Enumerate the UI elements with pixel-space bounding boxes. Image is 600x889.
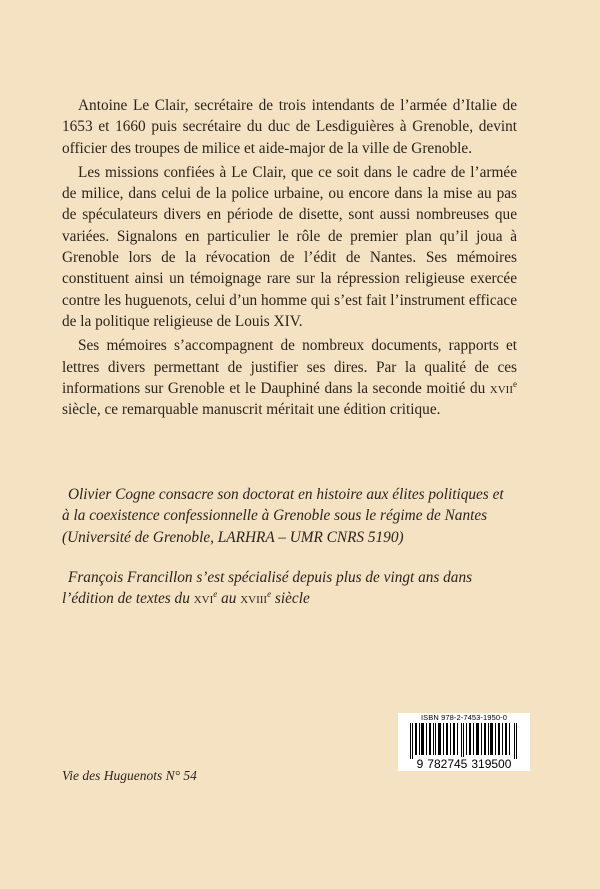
paragraph-1: Antoine Le Clair, secrétaire de trois intendants de l’armée d’Italie de 1653 et 1660 puis secrétaire du duc de Lesdiguières à Grenoble, devint officier des troupes de milice et aide-major de la ville de Grenoble. — [62, 97, 517, 157]
ean-right-group: 319500 — [471, 757, 512, 771]
blurb — [62, 95, 517, 423]
ean-first-digit: 9 — [416, 757, 424, 771]
ean-digits — [398, 757, 530, 771]
ean-left-group: 782745 — [427, 757, 468, 771]
bio-francois-francillon: François Francillon s’est spécialisé depuis plus de vingt ans dans l’édition de textes du xvi$^e$ au xviii$^e$ siècle — [62, 568, 473, 608]
author-bios — [62, 484, 514, 628]
isbn-text: ISBN 978-2-7453-1950-0 — [420, 713, 507, 722]
paragraph-3: Ses mémoires s’accompagnent de nombreux documents, rapports et lettres divers permettant de justifier ses dires. Par la qualité de ces informations sur Grenoble et le Dauphiné dans la seconde moitié du xvii$^e$ siècle, ce remarquable manuscrit méritait une édition critique. — [62, 337, 517, 419]
bio-olivier-cogne: Olivier Cogne consacre son doctorat en histoire aux élites politiques et à la coexistence confessionnelle à Grenoble sous le régime de Nantes (Université de Grenoble, LARHRA – UMR CNRS 5190) — [62, 486, 504, 546]
barcode-icon — [408, 723, 520, 759]
series-label: Vie des Huguenots N° 54 — [62, 768, 197, 783]
isbn-barcode — [398, 713, 530, 771]
paragraph-2: Les missions confiées à Le Clair, que ce soit dans le cadre de l’armée de milice, dans celui de la police urbaine, ou encore dans la mise au pas de spéculateurs divers en période de disette, sont aussi nombreuses que variées. Signalons en particulier le rôle de premier plan qu’il joua à Grenoble lors de la révocation de l’édit de Nantes. Ses mémoires constituent ainsi un témoignage rare sur la répression religieuse exercée contre les huguenots, celui d’un homme qui s’est fait l’instrument efficace de la politique religieuse de Louis XIV. — [62, 163, 517, 330]
